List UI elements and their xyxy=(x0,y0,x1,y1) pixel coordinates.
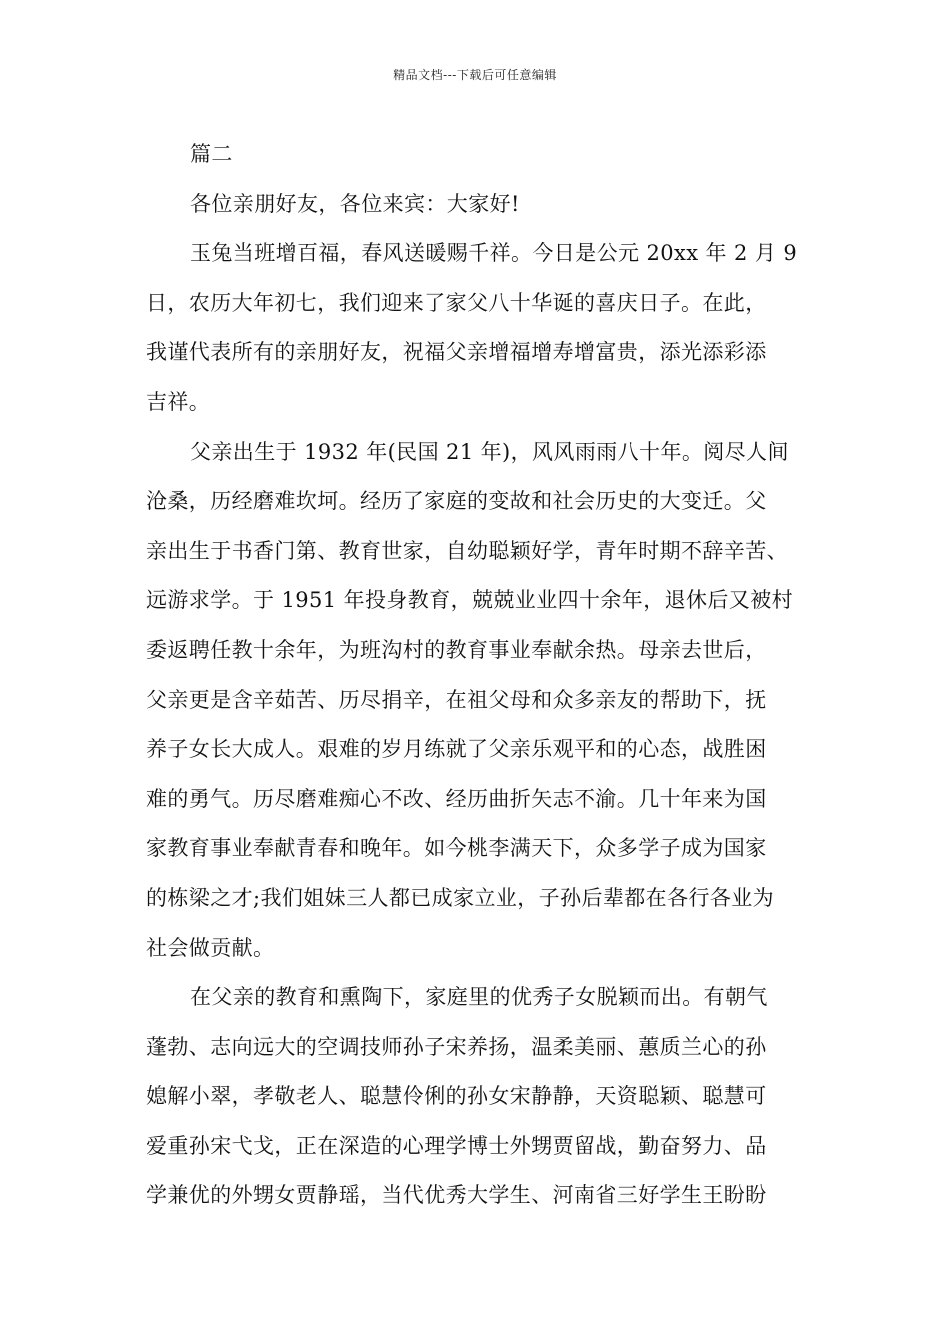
paragraph-1 xyxy=(146,229,811,427)
section-title: 篇二 xyxy=(190,142,233,166)
text-line: 媳解小翠，孝敬老人、聪慧伶俐的孙女宋静静，天资聪颖、聪慧可 xyxy=(146,1084,767,1109)
text-line: 爱重孙宋弋戈，正在深造的心理学博士外甥贾留战，勤奋努力、品 xyxy=(146,1133,767,1158)
paragraph-2 xyxy=(146,428,811,974)
text-line: 父亲出生于 1932 年(民国 21 年)，风风雨雨八十年。阅尽人间 xyxy=(190,439,789,464)
text-line: 的栋梁之才;我们姐妹三人都已成家立业，子孙后辈都在各行各业为 xyxy=(146,885,775,910)
page-header: 精品文档---下载后可任意编辑 xyxy=(393,68,557,82)
text-line: 家教育事业奉献青春和晚年。如今桃李满天下，众多学子成为国家 xyxy=(146,836,767,861)
text-line: 父亲更是含辛茹苦、历尽捐辛，在祖父母和众多亲友的帮助下，抚 xyxy=(146,687,767,712)
text-line: 玉兔当班增百福，春风送暖赐千祥。今日是公元 20xx 年 2 月 9 xyxy=(190,241,798,266)
text-line: 养子女长大成人。艰难的岁月练就了父亲乐观平和的心态，战胜困 xyxy=(146,737,767,762)
text-line: 难的勇气。历尽磨难痴心不改、经历曲折矢志不渝。几十年来为国 xyxy=(146,786,767,811)
text-line: 吉祥。 xyxy=(146,389,211,414)
text-line: 社会做贡献。 xyxy=(146,935,275,960)
document-body xyxy=(146,130,811,1221)
text-line: 委返聘任教十余年，为班沟村的教育事业奉献余热。母亲去世后， xyxy=(146,637,767,662)
text-line: 亲出生于书香门第、教育世家，自幼聪颖好学，青年时期不辞辛苦、 xyxy=(146,538,788,563)
paragraph-3 xyxy=(146,973,811,1221)
text-line: 我谨代表所有的亲朋好友，祝福父亲增福增寿增富贵，添光添彩添 xyxy=(146,340,767,365)
text-line: 蓬勃、志向远大的空调技师孙子宋养扬，温柔美丽、蕙质兰心的孙 xyxy=(146,1034,767,1059)
text-line: 远游求学。于 1951 年投身教育，兢兢业业四十余年，退休后又被村 xyxy=(146,588,793,613)
greeting-line: 各位亲朋好友，各位来宾：大家好! xyxy=(190,191,520,216)
text-line: 在父亲的教育和熏陶下，家庭里的优秀子女脱颖而出。有朝气 xyxy=(190,985,768,1010)
text-line: 学兼优的外甥女贾静瑶，当代优秀大学生、河南省三好学生王盼盼 xyxy=(146,1183,767,1208)
text-line: 沧桑，历经磨难坎坷。经历了家庭的变故和社会历史的大变迁。父 xyxy=(146,489,767,514)
text-line: 日，农历大年初七，我们迎来了家父八十华诞的喜庆日子。在此， xyxy=(146,290,767,315)
